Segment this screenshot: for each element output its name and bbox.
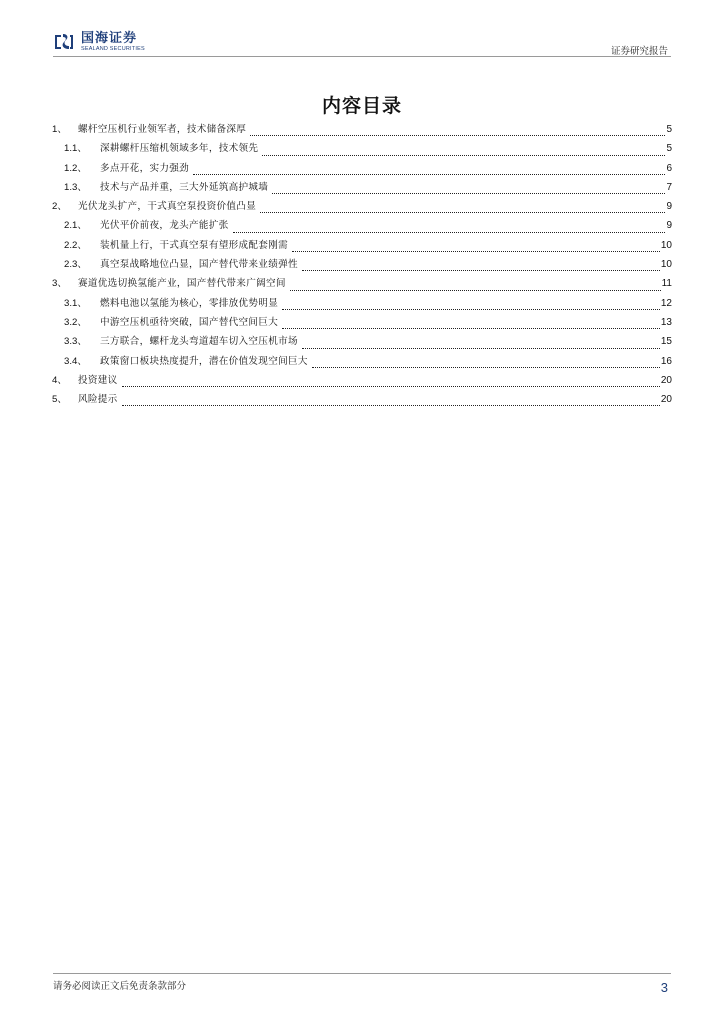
toc-entry-number: 3.1、: [64, 297, 87, 309]
toc-entry-number: 3.4、: [64, 355, 87, 367]
toc-entry-page: 9: [666, 201, 672, 213]
toc-entry-page: 20: [660, 394, 672, 406]
footer-disclaimer: 请务必阅读正文后免责条款部分: [53, 981, 187, 992]
toc-dot-leader: [122, 405, 660, 406]
toc-entry-title: 装机量上行，干式真空泵有望形成配套刚需: [100, 239, 288, 251]
toc-entry-number: 1.3、: [64, 181, 87, 193]
toc-dot-leader: [233, 232, 666, 233]
toc-entry-number: 3、: [52, 278, 67, 290]
toc-entry-page: 10: [660, 259, 672, 271]
logo-english-name: SEALAND SECURITIES: [81, 46, 145, 52]
toc-entry-page: 9: [666, 220, 672, 232]
toc-entry-number: 2.1、: [64, 220, 87, 232]
toc-entry[interactable]: [52, 216, 672, 235]
toc-entry-number: 1.1、: [64, 143, 87, 155]
toc-entry-number: 2.2、: [64, 239, 87, 251]
header-divider: [53, 56, 671, 57]
toc-entry-page: 11: [661, 278, 672, 290]
toc-entry-title: 光伏龙头扩产，干式真空泵投资价值凸显: [78, 201, 257, 213]
toc-entry-title: 深耕螺杆压缩机领域多年，技术领先: [100, 143, 259, 155]
page-header: [0, 0, 724, 60]
toc-dot-leader: [250, 135, 665, 136]
toc-entry[interactable]: [52, 139, 672, 158]
table-of-contents: [52, 120, 672, 409]
toc-entry-title: 螺杆空压机行业领军者，技术储备深厚: [78, 124, 247, 135]
toc-entry[interactable]: [52, 313, 672, 332]
toc-entry[interactable]: [52, 332, 672, 351]
toc-entry-title: 风险提示: [78, 394, 118, 406]
toc-entry-title: 光伏平价前夜，龙头产能扩张: [100, 220, 229, 232]
toc-dot-leader: [312, 367, 660, 368]
toc-entry[interactable]: [52, 159, 672, 178]
toc-entry-number: 3.3、: [64, 336, 87, 348]
page-number: 3: [660, 980, 668, 995]
toc-entry-number: 2.3、: [64, 259, 87, 271]
report-type-label: 证券研究报告: [610, 46, 668, 57]
toc-heading: 内容目录: [321, 95, 402, 117]
toc-entry-page: 20: [660, 374, 672, 386]
toc-entry-page: 13: [660, 316, 672, 328]
toc-entry[interactable]: [52, 274, 672, 293]
toc-entry-page: 7: [666, 181, 672, 193]
toc-entry-title: 赛道优选切换氢能产业，国产替代带来广阔空间: [78, 278, 286, 290]
toc-entry[interactable]: [52, 178, 672, 197]
toc-entry-number: 1.2、: [64, 162, 87, 174]
toc-entry-title: 投资建议: [78, 374, 118, 386]
toc-entry-number: 4、: [52, 374, 67, 386]
toc-entry-page: 5: [666, 143, 672, 155]
logo-chinese-name: 国海证券: [81, 31, 138, 46]
toc-entry-title: 政策窗口板块热度提升，潜在价值发现空间巨大: [100, 355, 308, 367]
toc-entry[interactable]: [52, 197, 672, 216]
toc-dot-leader: [302, 270, 660, 271]
toc-entry-number: 2、: [52, 201, 67, 213]
company-logo: [53, 32, 145, 53]
toc-entry-page: 5: [666, 124, 672, 135]
toc-entry[interactable]: [52, 352, 672, 371]
toc-entry-title: 技术与产品并重，三大外延筑高护城墙: [100, 181, 269, 193]
toc-dot-leader: [302, 348, 660, 349]
toc-entry-page: 6: [666, 162, 672, 174]
toc-dot-leader: [282, 309, 660, 310]
toc-entry-number: 3.2、: [64, 316, 87, 328]
toc-dot-leader: [292, 251, 660, 252]
toc-entry[interactable]: [52, 236, 672, 255]
toc-entry-page: 10: [660, 239, 672, 251]
toc-dot-leader: [290, 290, 661, 291]
toc-dot-leader: [282, 328, 660, 329]
toc-dot-leader: [260, 212, 665, 213]
toc-entry-page: 12: [660, 297, 672, 309]
toc-entry-title: 中游空压机亟待突破，国产替代空间巨大: [100, 316, 279, 328]
toc-entry[interactable]: [52, 294, 672, 313]
toc-dot-leader: [122, 386, 660, 387]
toc-entry[interactable]: [52, 390, 672, 409]
sealand-logo-icon: [53, 32, 75, 52]
toc-dot-leader: [272, 193, 665, 194]
toc-dot-leader: [262, 155, 665, 156]
toc-entry-page: 15: [660, 336, 672, 348]
toc-entry[interactable]: [52, 120, 672, 139]
toc-entry-page: 16: [660, 355, 672, 367]
footer-divider: [53, 973, 671, 974]
toc-entry-number: 1、: [52, 124, 67, 135]
toc-entry-title: 多点开花，实力强劲: [100, 162, 190, 174]
toc-entry-number: 5、: [52, 394, 67, 406]
toc-entry-title: 真空泵战略地位凸显，国产替代带来业绩弹性: [100, 259, 298, 271]
toc-entry-title: 燃料电池以氢能为核心，零排放优势明显: [100, 297, 279, 309]
toc-entry[interactable]: [52, 371, 672, 390]
toc-dot-leader: [193, 174, 665, 175]
toc-entry[interactable]: [52, 255, 672, 274]
toc-entry-title: 三方联合，螺杆龙头弯道超车切入空压机市场: [100, 336, 298, 348]
